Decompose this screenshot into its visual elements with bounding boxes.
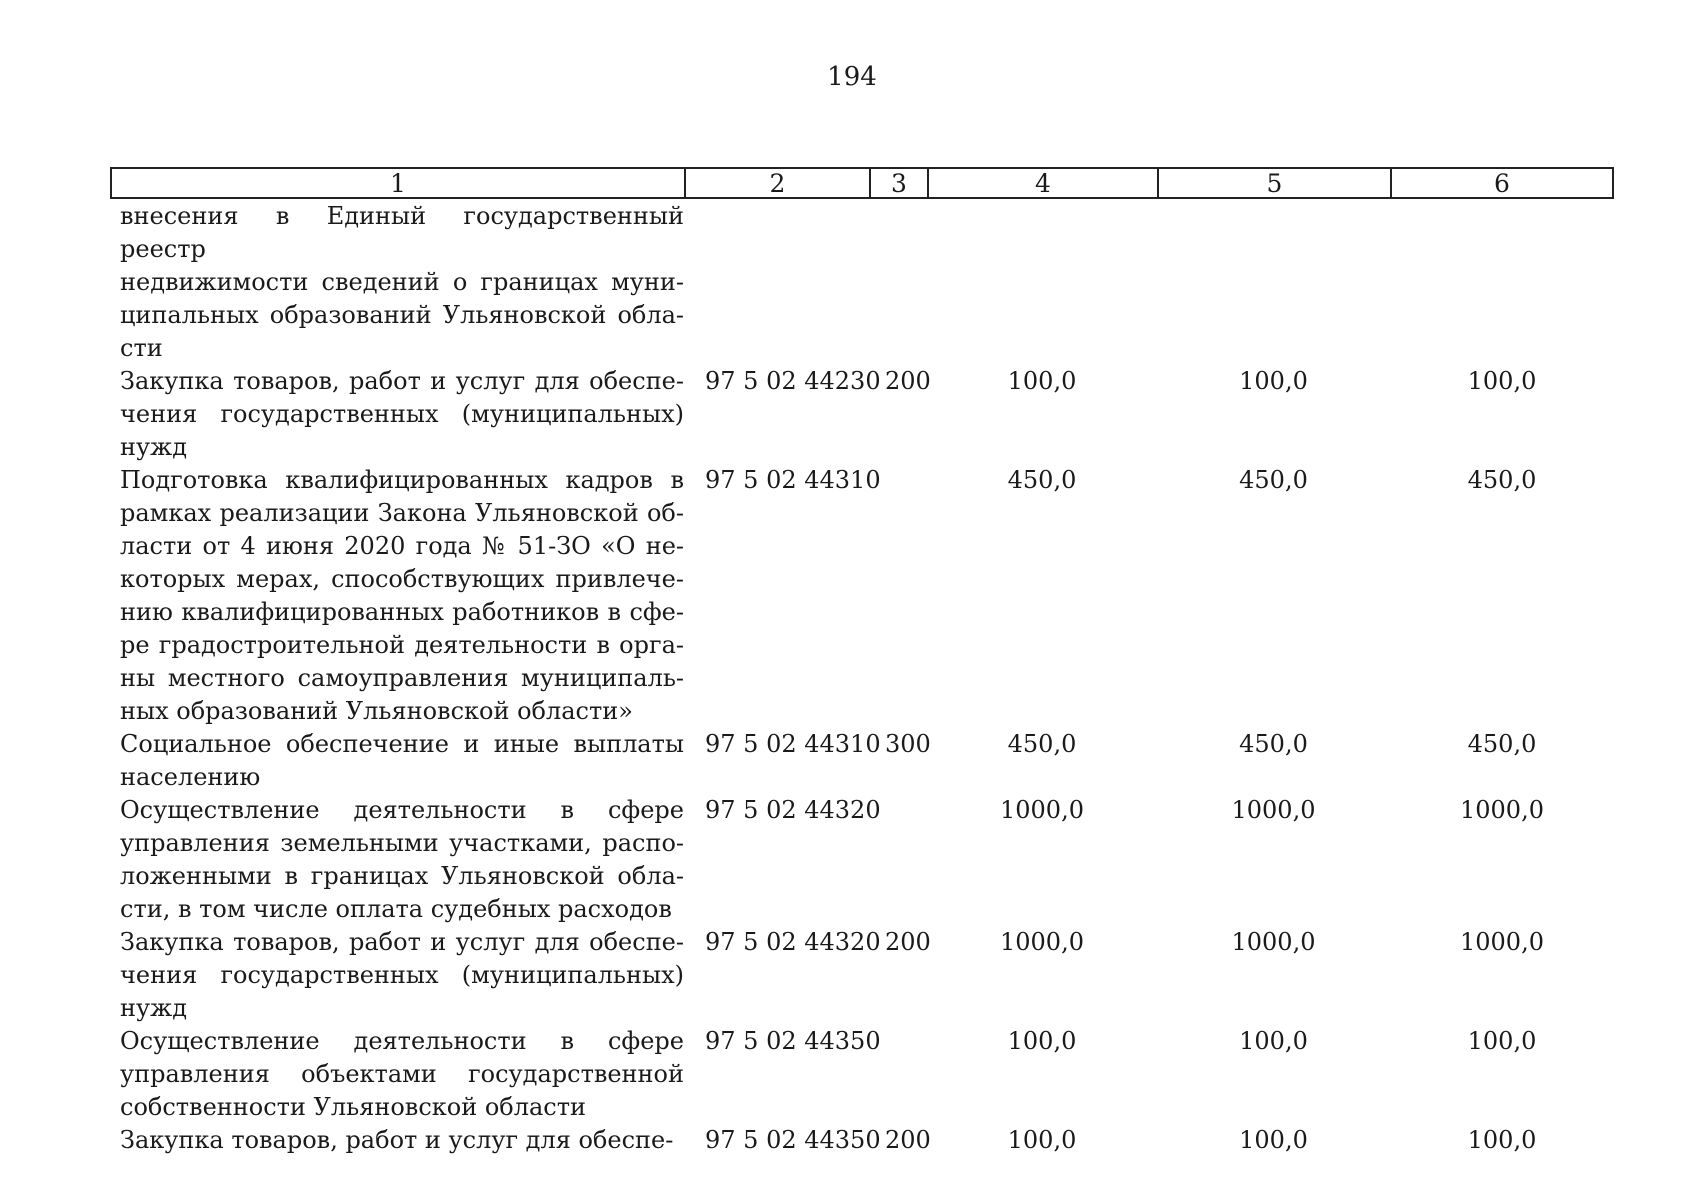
table-body [110,200,1614,1157]
header-col-4: 4 [929,169,1159,197]
description-line: управления объектами государственной [120,1060,684,1088]
description-line: нию квалифицированных работников в сфе- [120,598,684,626]
row-value-6: 450,0 [1467,730,1537,758]
row-value-5: 100,0 [1239,1126,1308,1154]
description-line: сти [120,334,163,362]
row-description [110,1124,684,1157]
description-line: Осуществление деятельности в сфере [120,796,684,824]
row-code: 97 5 02 44350 [705,1126,881,1154]
description-line: чения государственных (муниципальных) [120,400,684,428]
description-line: ны местного самоуправления муниципаль- [120,664,684,692]
row-description [110,365,684,464]
row-value-4: 100,0 [1007,1126,1077,1154]
row-value-6: 100,0 [1467,1126,1537,1154]
row-code: 97 5 02 44310 [705,466,881,494]
row-value-4: 450,0 [1007,730,1077,758]
header-col-1: 1 [112,169,686,197]
row-description [110,1025,684,1124]
table-row [110,728,1614,794]
description-line: населению [120,763,261,791]
table-row [110,365,1614,464]
description-line: Закупка товаров, работ и услуг для обеспе- [120,928,684,956]
description-line: чения государственных (муниципальных) [120,961,684,989]
row-type: 200 [885,928,931,956]
description-line: которых мерах, способствующих привлече- [120,565,684,593]
description-line: собственности Ульяновской области [120,1093,586,1121]
row-value-5: 100,0 [1239,367,1308,395]
row-value-6: 1000,0 [1460,796,1544,824]
description-line: Осуществление деятельности в сфере [120,1027,684,1055]
row-description [110,794,684,926]
row-description [110,464,684,728]
description-line: внесения в Единый государственный реестр [120,202,684,263]
table-row [110,1025,1614,1124]
row-value-5: 100,0 [1239,1027,1308,1055]
description-line: Подготовка квалифицированных кадров в [120,466,684,494]
description-line: управления земельными участками, распо- [120,829,684,857]
row-value-5: 1000,0 [1231,928,1316,956]
description-line: нужд [120,433,187,461]
header-col-5: 5 [1159,169,1392,197]
row-code: 97 5 02 44230 [705,367,881,395]
row-value-4: 100,0 [1007,1027,1077,1055]
row-description [110,728,684,794]
row-value-5: 450,0 [1239,466,1308,494]
header-col-3: 3 [871,169,929,197]
row-value-4: 100,0 [1007,367,1077,395]
table-row [110,926,1614,1025]
row-value-5: 1000,0 [1231,796,1316,824]
table-row [110,200,1614,365]
row-code: 97 5 02 44320 [705,928,881,956]
row-value-4: 1000,0 [1000,796,1084,824]
description-line: ложенными в границах Ульяновской обла- [120,862,684,890]
row-value-6: 1000,0 [1460,928,1544,956]
header-col-6: 6 [1494,168,1510,198]
description-line: ных образований Ульяновской области» [120,697,633,725]
row-code: 97 5 02 44320 [705,796,881,824]
description-line: нужд [120,994,187,1022]
row-type: 200 [885,1126,931,1154]
row-code: 97 5 02 44350 [705,1027,881,1055]
row-description [110,200,684,365]
row-type: 300 [885,730,931,758]
description-line: Социальное обеспечение и иные выплаты [120,730,684,758]
table-header [110,167,1614,199]
table-row [110,464,1614,728]
description-line: ласти от 4 июня 2020 года № 51-ЗО «О не- [120,532,684,560]
description-line: сти, в том числе оплата судебных расходов [120,895,672,923]
row-value-5: 450,0 [1239,730,1308,758]
row-value-4: 1000,0 [1000,928,1084,956]
row-value-6: 100,0 [1467,1027,1537,1055]
row-value-6: 450,0 [1467,466,1537,494]
row-code: 97 5 02 44310 [705,730,881,758]
row-description [110,926,684,1025]
description-line: Закупка товаров, работ и услуг для обеспе- [120,367,684,395]
header-col-2: 2 [686,169,871,197]
page-number: 194 [827,62,877,92]
row-type: 200 [885,367,931,395]
description-line: ципальных образований Ульяновской обла- [120,301,684,329]
description-line: ре градостроительной деятельности в орга- [120,631,684,659]
row-value-6: 100,0 [1467,367,1537,395]
description-line: рамках реализации Закона Ульяновской об- [120,499,684,527]
description-line: Закупка товаров, работ и услуг для обеспе- [120,1126,674,1154]
table-row [110,794,1614,926]
description-line: недвижимости сведений о границах муни- [120,268,684,296]
row-value-4: 450,0 [1007,466,1077,494]
table-row [110,1124,1614,1157]
